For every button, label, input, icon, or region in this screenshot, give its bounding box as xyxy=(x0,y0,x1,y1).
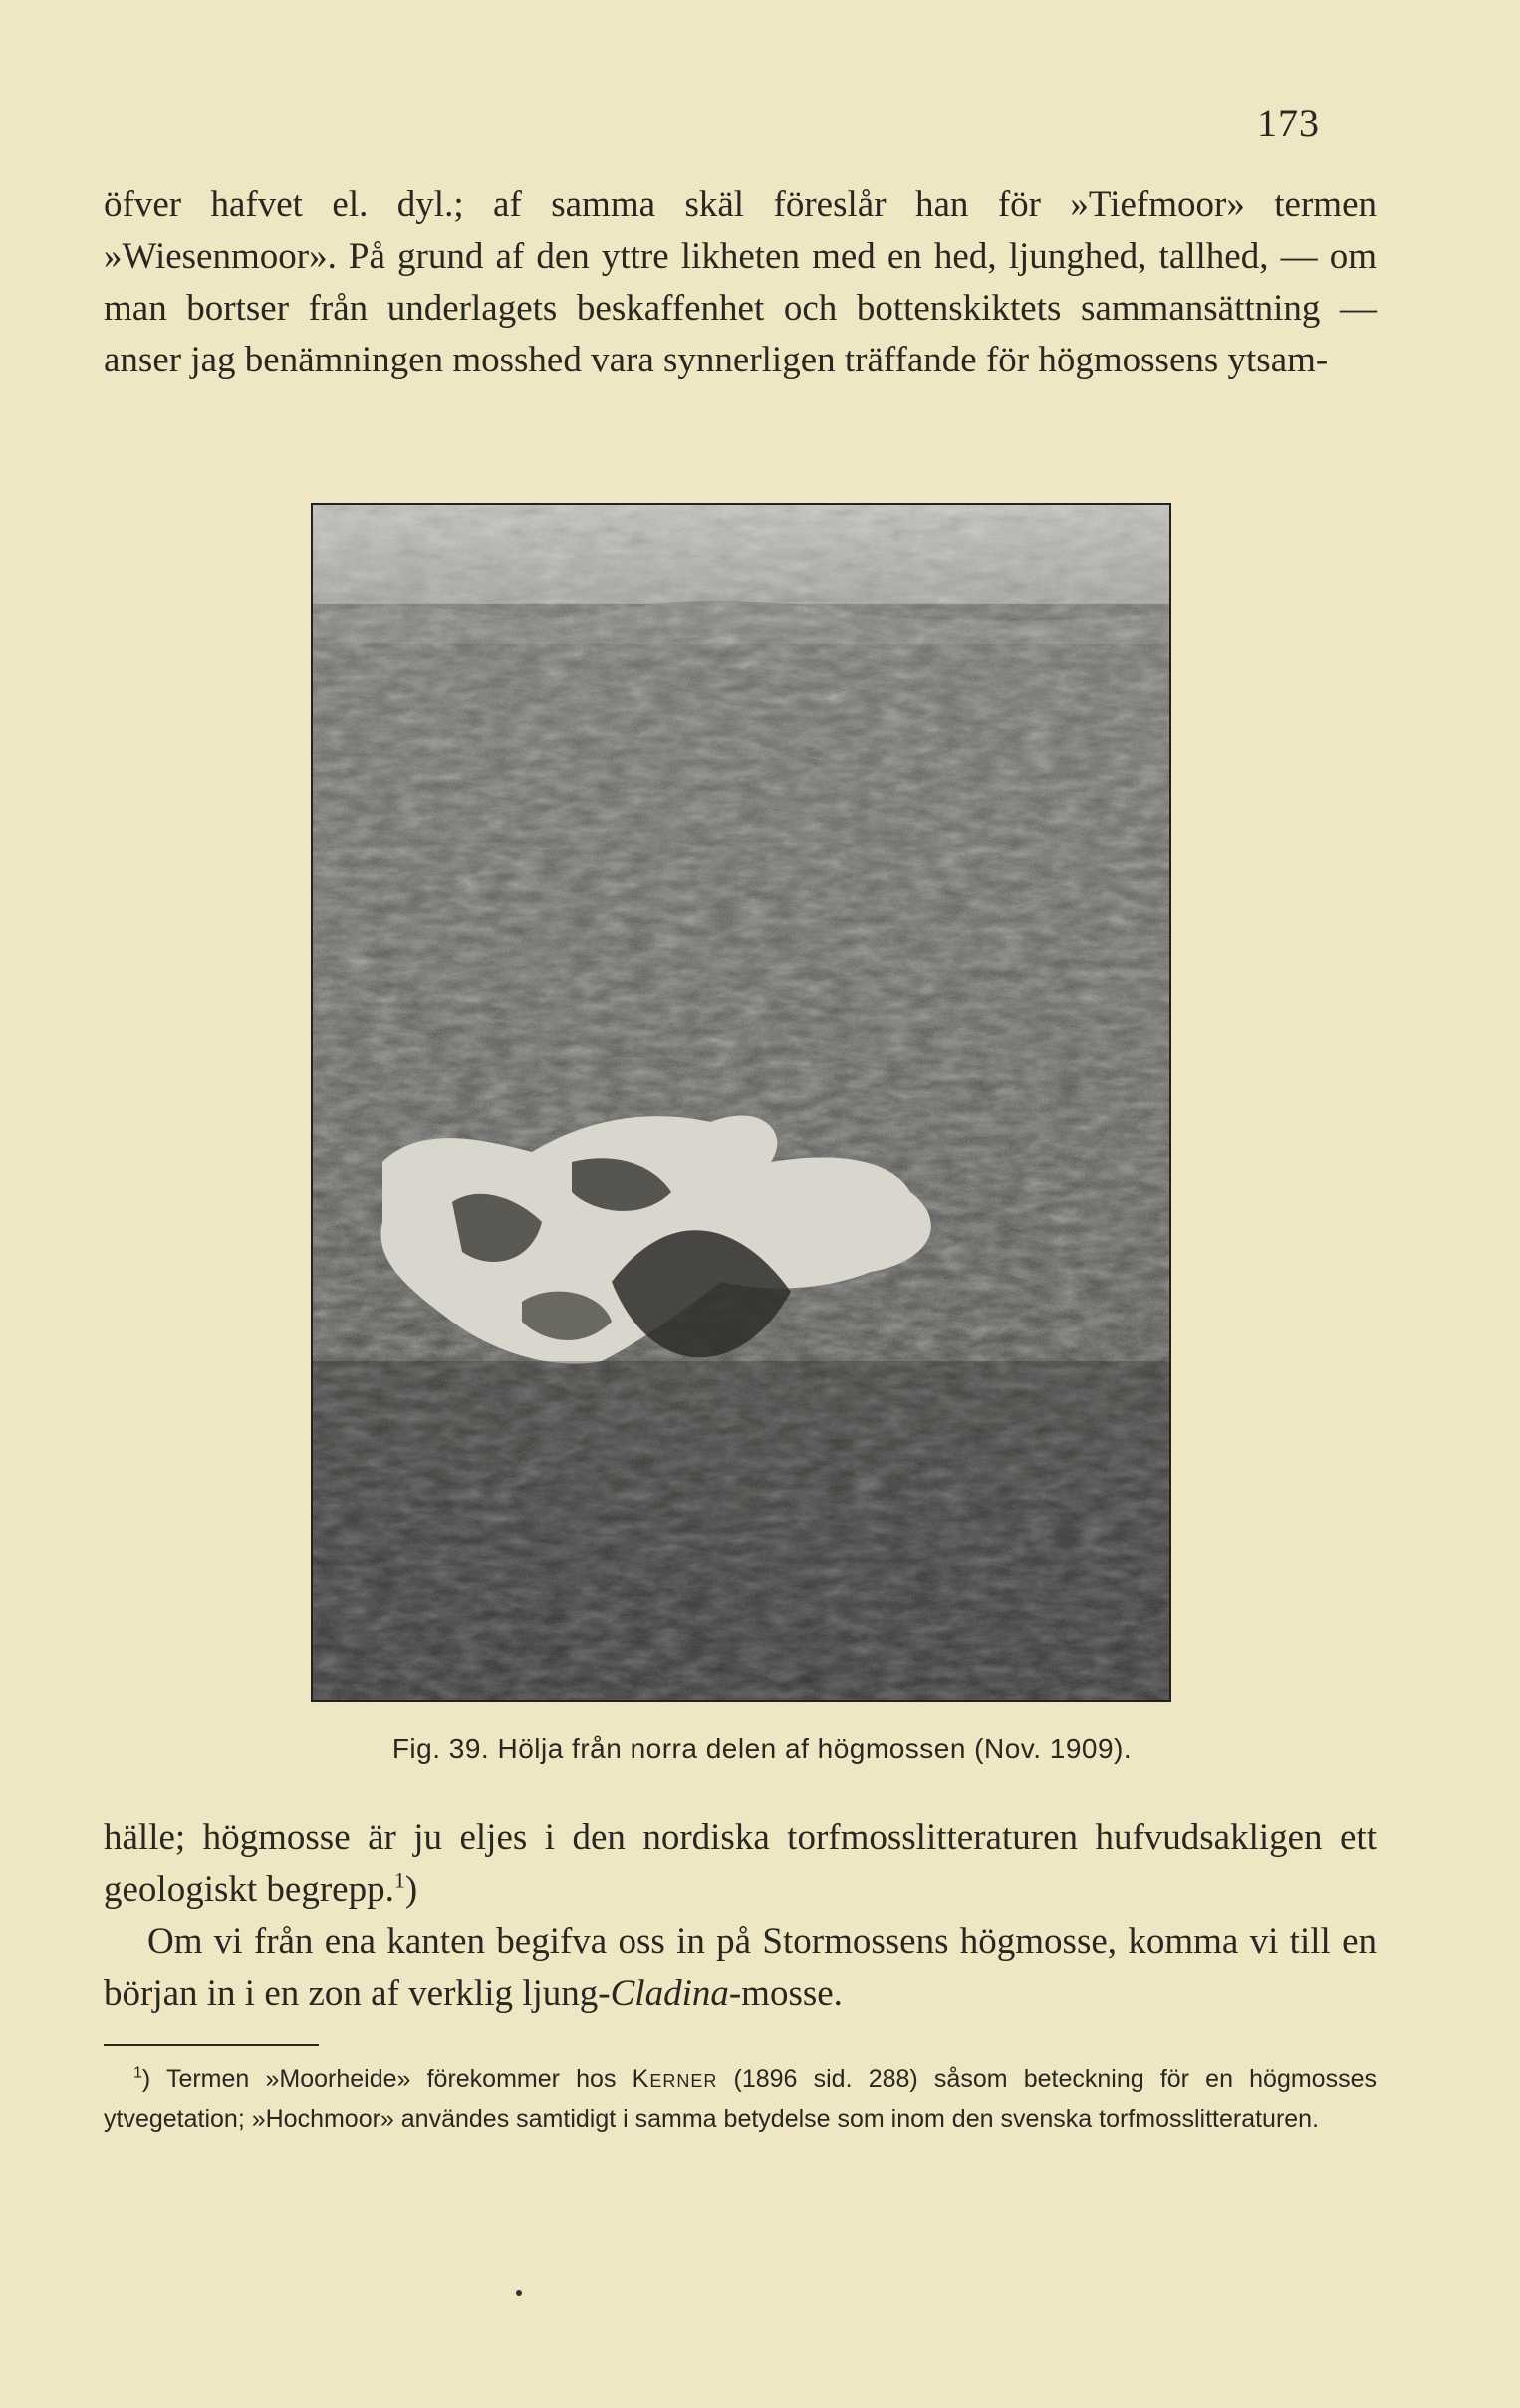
bottom-paragraph-2-end: -mosse. xyxy=(728,1973,843,2014)
footnote-reference-close: ) xyxy=(404,1869,418,1910)
page-speck xyxy=(516,2290,522,2296)
top-paragraph-text: öfver hafvet el. dyl.; af samma skäl föreslår han för »Tiefmoor» termen »Wiesenmoor». På grund af den yttre likheten med en hed, ljunghed, tallhed, — om man bortser från underlagets beskaffenhet och bottenskiktets sammansättning — anser jag benämningen mosshed vara synnerligen träffande för högmossens ytsam- xyxy=(104,184,1377,380)
footnote-marker: 1 xyxy=(133,2064,142,2082)
bottom-paragraph-1 xyxy=(104,1812,1377,1916)
bottom-paragraph-1-text: hälle; högmosse är ju eljes i den nordiska torfmosslitteraturen hufvudsakligen ett geologiskt begrepp. xyxy=(104,1817,1377,1910)
bottom-paragraphs xyxy=(104,1812,1377,2020)
footnote-reference: 1 xyxy=(393,1867,405,1893)
bottom-paragraph-2 xyxy=(104,1916,1377,2020)
footnote-text xyxy=(104,2059,1377,2139)
footnote-text-b: (1896 sid. 288) såsom beteckning för en högmosses ytvegetation; »Hochmoor» användes samtidigt i samma betydelse som inom den svenska torfmosslitteraturen. xyxy=(104,2065,1377,2133)
page-number: 173 xyxy=(1257,101,1320,145)
footnote-author: Kerner xyxy=(632,2065,718,2093)
footnote-marker-close: ) xyxy=(141,2065,151,2093)
bog-photograph xyxy=(311,503,1171,1702)
footnote xyxy=(104,2059,1377,2139)
bottom-paragraph-2-start: Om vi från ena kanten begifva oss in på Stormossens högmosse, komma vi till en början in i en zon af verklig ljung- xyxy=(104,1921,1377,2014)
top-paragraph xyxy=(104,179,1377,386)
footnote-divider xyxy=(104,2044,319,2046)
footnote-text-a: Termen »Moorheide» förekommer hos xyxy=(150,2065,633,2093)
figure-caption: Fig. 39. Hölja från norra delen af högmossen (Nov. 1909). xyxy=(391,1733,1133,1764)
taxon-name: Cladina xyxy=(610,1973,729,2014)
